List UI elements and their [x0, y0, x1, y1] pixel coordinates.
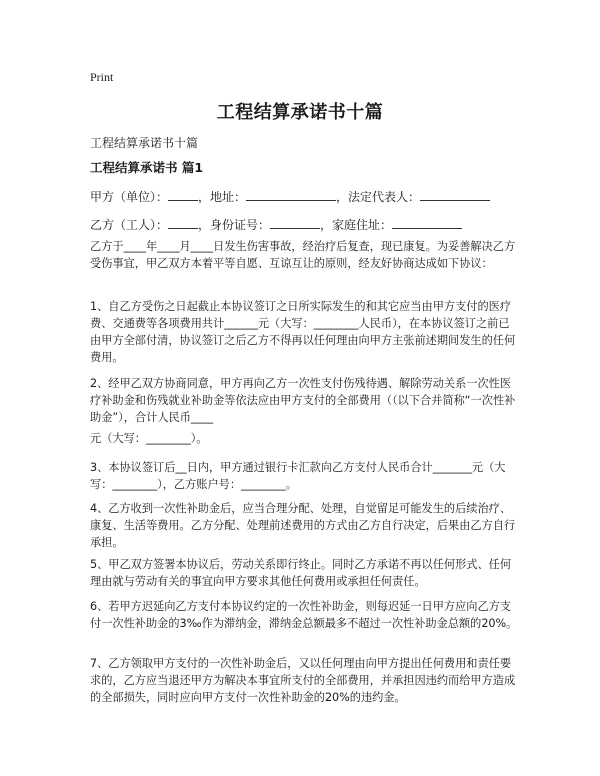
page-title: 工程结算承诺书十篇	[216, 102, 384, 123]
clause-3: 3、本协议签订后__日内，甲方通过银行卡汇款向乙方支付人民币合计_______元（大写：________），乙方账户号：________。	[90, 461, 506, 491]
clause-1: 1、自乙方受伤之日起截止本协议签订之日所实际发生的和其它应当由甲方支付的医疗费、交通费等各项费用共计______元（大写：________人民币），在本协议签订之前已由甲方全部付清，协议签订之后乙方不得再以任何理由向甲方主张前述期间发生的任何费用。	[90, 300, 516, 364]
party-a-legal-rep-label: ，法定代表人：	[336, 190, 421, 204]
clause-5: 5、甲乙双方签署本协议后，劳动关系即行终止。同时乙方承诺不再以任何形式、任何理由就与劳动有关的事宜向甲方要求其他任何费用或承担任何责任。	[90, 558, 512, 588]
party-b-name-blank	[168, 216, 198, 229]
party-b-line	[90, 216, 462, 233]
clause-2-amount: 元（大写：________）。	[90, 432, 208, 445]
party-a-address-blank	[246, 188, 336, 201]
section-heading: 工程结算承诺书 篇1	[90, 160, 204, 175]
party-b-id-label: ，身份证号：	[198, 218, 271, 232]
party-b-label: 乙方（工人）：	[90, 218, 169, 232]
party-b-id-blank	[270, 216, 320, 229]
clause-2: 2、经甲乙双方协商同意，甲方再向乙方一次性支付伤残待遇、解除劳动关系一次性医疗补助金和伤残就业补助金等依法应由甲方支付的全部费用（（以下合并简称“一次性补助金”），合计人民币____	[90, 377, 516, 424]
party-b-home-label: ，家庭住址：	[320, 218, 393, 232]
party-b-home-blank	[392, 216, 462, 229]
party-a-label: 甲方（单位）：	[90, 190, 169, 204]
print-link[interactable]: Print	[90, 70, 114, 84]
intro-paragraph: 乙方于____年____月____日发生伤害事故，经治疗后复查，现已康复。为妥善解决乙方受伤事宜，甲乙双方本着平等自愿、互谅互让的原则，经友好协商达成如下协议：	[90, 240, 516, 270]
document-subtitle: 工程结算承诺书十篇	[90, 136, 199, 150]
party-a-legal-rep-blank	[420, 188, 490, 201]
clause-4: 4、乙方收到一次性补助金后，应当合理分配、处理，自觉留足可能发生的后续治疗、康复、生活等费用。乙方分配、处理前述费用的方式由乙方自行决定，后果由乙方自行承担。	[90, 502, 516, 549]
party-a-line	[90, 188, 490, 205]
party-a-address-label: ，地址：	[198, 190, 247, 204]
clause-6: 6、若甲方迟延向乙方支付本协议约定的一次性补助金，则每迟延一日甲方应向乙方支付一次性补助金的3‰作为滞纳金，滞纳金总额最多不超过一次性补助金总额的20%。	[90, 600, 518, 630]
clause-7: 7、乙方领取甲方支付的一次性补助金后，又以任何理由向甲方提出任何费用和责任要求的，乙方应当退还甲方为解决本事宜所支付的全部费用，并承担因违约而给甲方造成的全部损失，同时应向甲方支付一次性补助金的20%的违约金。	[90, 657, 516, 704]
party-a-name-blank	[168, 188, 198, 201]
